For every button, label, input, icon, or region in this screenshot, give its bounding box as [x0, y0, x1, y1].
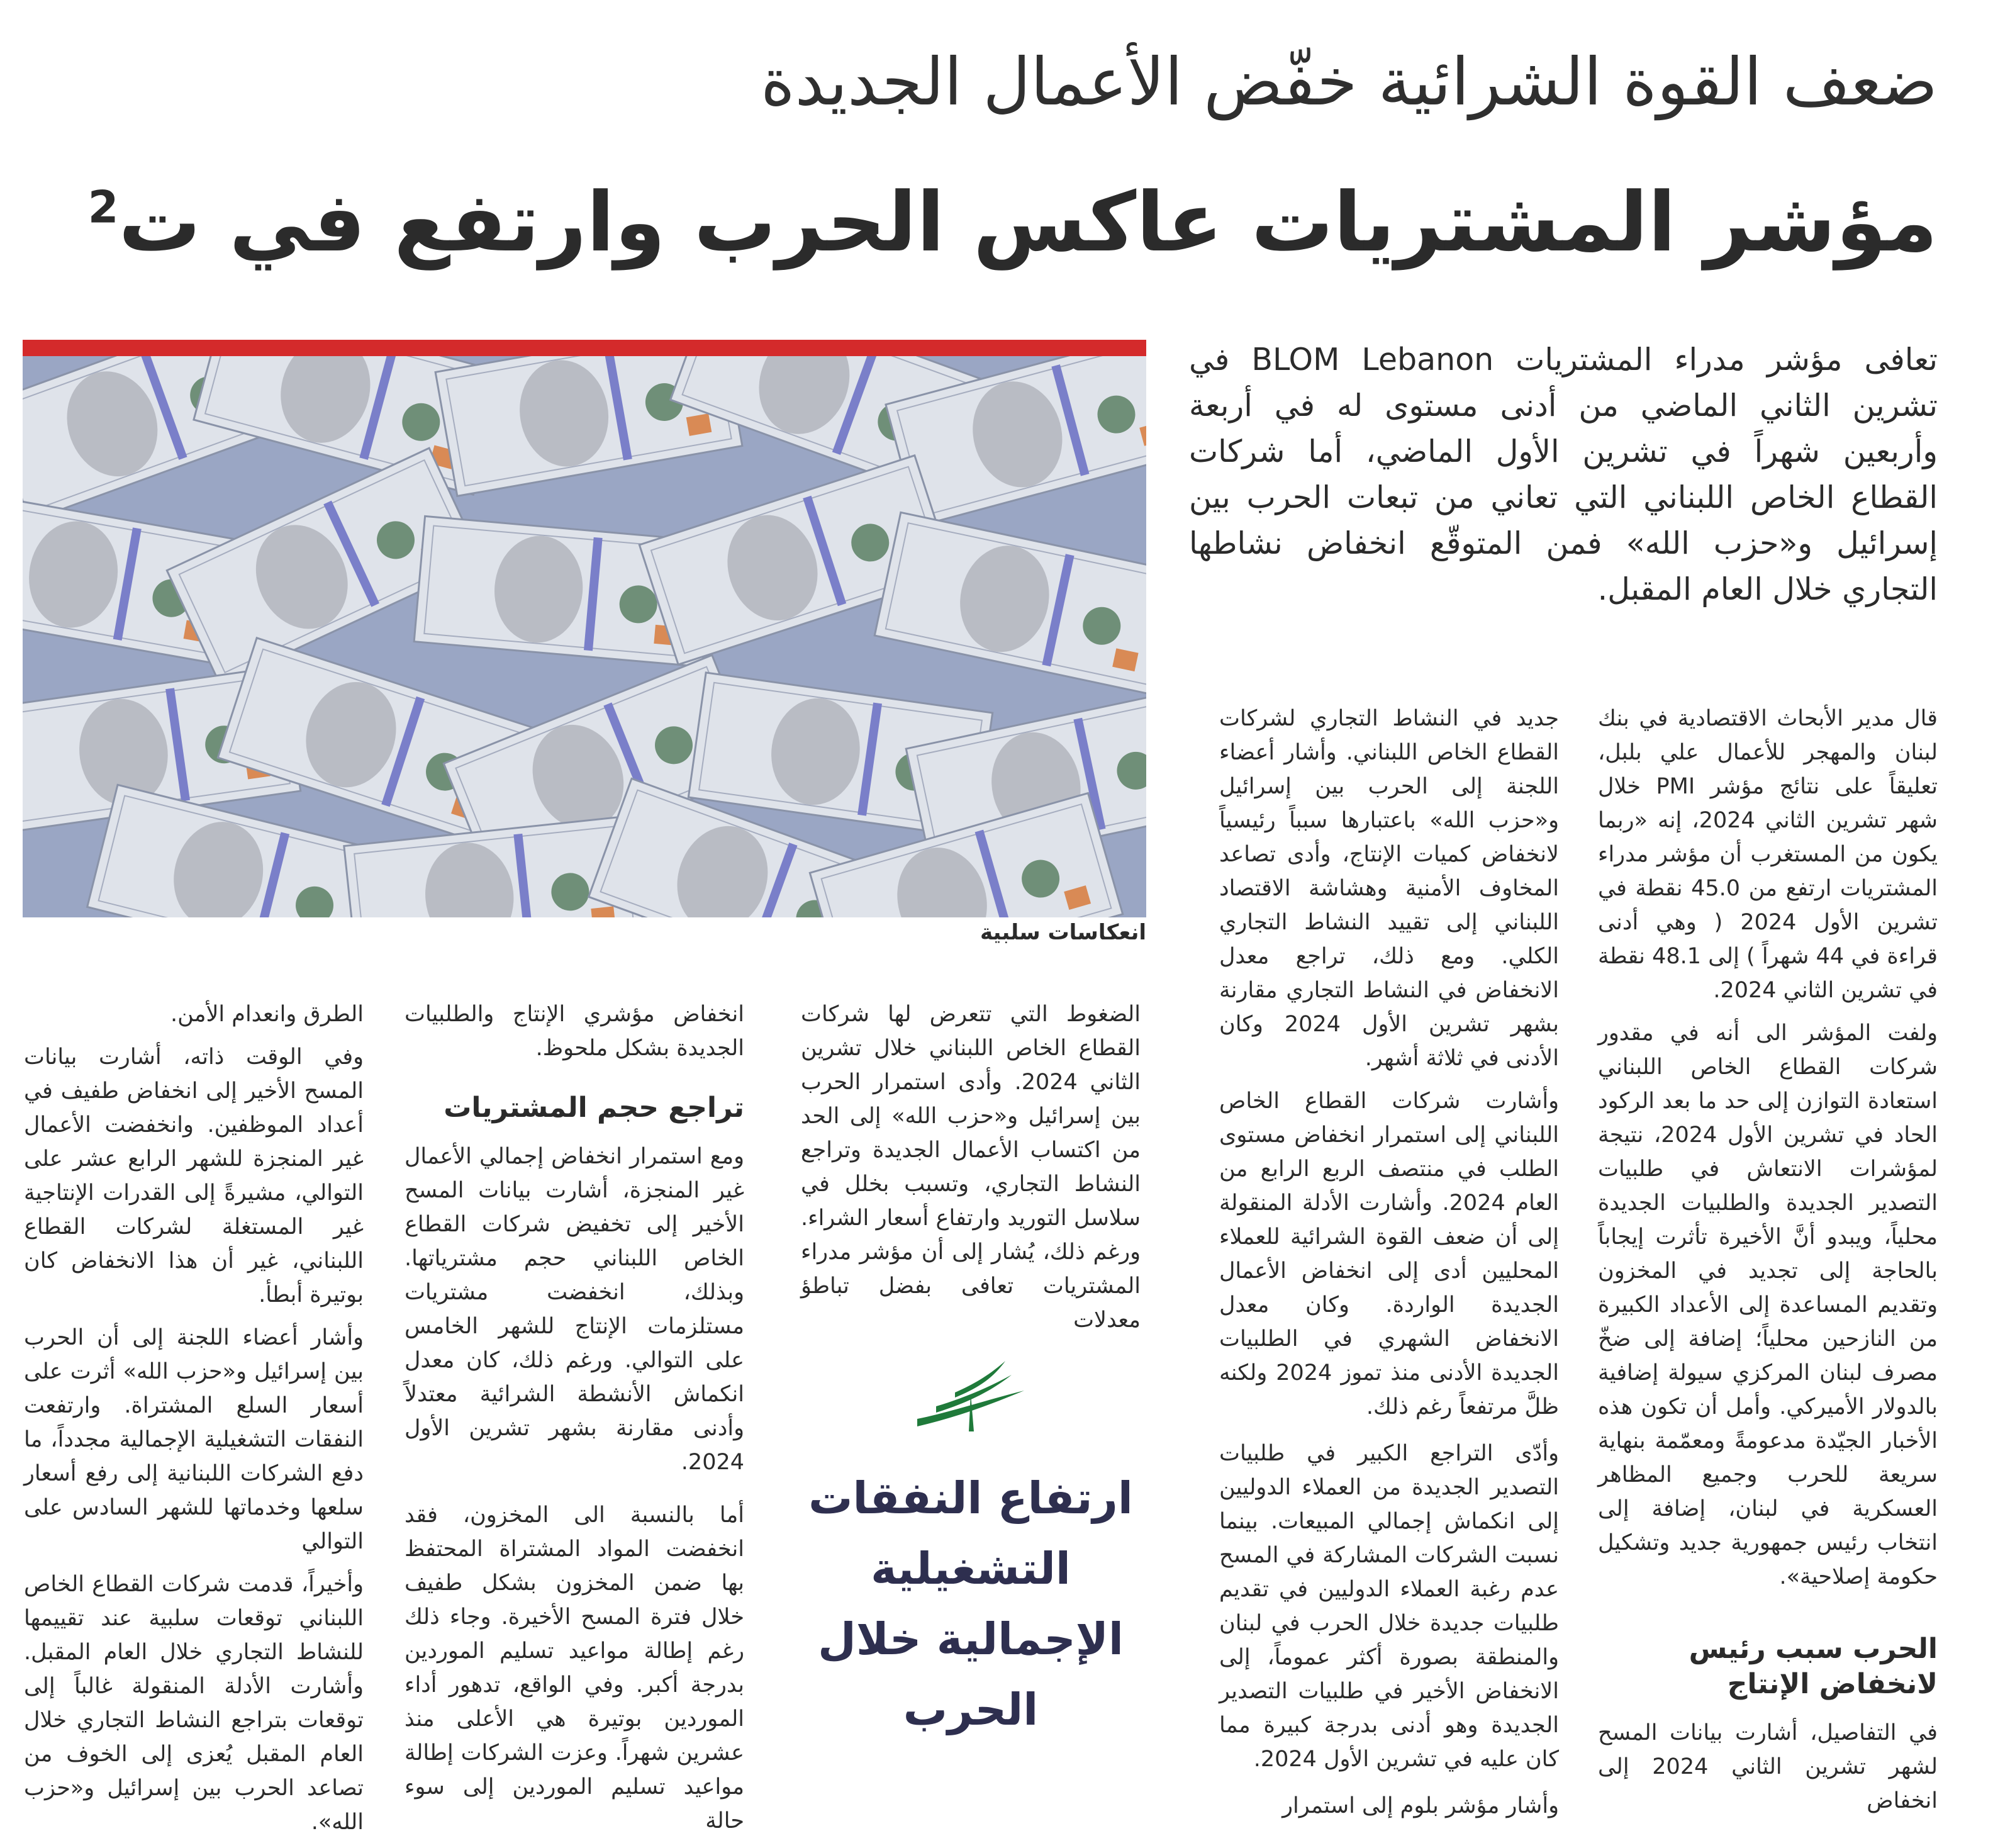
paragraph: وأشارت شركات القطاع الخاص اللبناني إلى استمرار انخفاض مستوى الطلب في منتصف الربع الرابع من العام 2024. وأشارت الأدلة المنقولة إلى أن ضعف القوة الشرائية للعملاء المحليين أدى إلى انخفاض الأعمال الجديدة الواردة. وكان معدل الانخفاض الشهري في الطلبيات الجديدة الأدنى منذ تموز 2024 ولكنه ظلَّ مرتفعاً رغم ذلك. — [1219, 1089, 1559, 1420]
cedar-logo-icon — [911, 1356, 1030, 1438]
article-photo — [23, 340, 1146, 917]
paragraph: جديد في النشاط التجاري لشركات القطاع الخاص اللبناني. وأشار أعضاء اللجنة إلى الحرب بين إسرائيل و«حزب الله» باعتبارها سبباً رئيسياً لانخفاض كميات الإنتاج، وأدى تصاعد المخاوف الأمنية وهشاشة الاقتصاد اللبناني إلى تقييد النشاط التجاري الكلي. ومع ذلك، تراجع معدل الانخفاض في النشاط التجاري مقارنة بشهر تشرين الأول 2024 وكان الأدنى في ثلاثة أشهر. — [1219, 706, 1559, 1071]
paragraph: وأشار أعضاء اللجنة إلى أن الحرب بين إسرائيل و«حزب الله» أثرت على أسعار السلع المشتراة. وارتفعت النفقات التشغيلية الإجمالية مجدداً، ما دفع الشركات اللبنانية إلى رفع أسعار سلعها وخدماتها للشهر السادس على التوالي — [24, 1325, 364, 1554]
article-column-3 — [801, 997, 1141, 1346]
main-headline-text: مؤشر المشتريات عاكس الحرب وارتفع في ت — [118, 174, 1938, 270]
subheading: تراجع حجم المشتريات — [444, 1092, 744, 1124]
kicker-headline: ضعف القوة الشرائية خفّض الأعمال الجديدة — [761, 43, 1938, 120]
article-column-1 — [1598, 702, 1938, 1827]
banknotes-image — [23, 340, 1146, 917]
paragraph: انخفاض مؤشري الإنتاج والطلبيات الجديدة بشكل ملحوظ. — [405, 1002, 744, 1061]
main-headline — [50, 169, 1938, 276]
pull-quote-text: ارتفاع النفقات التشغيلية الإجمالية خلال الحرب — [808, 1472, 1133, 1735]
paragraph: وأخيراً، قدمت شركات القطاع الخاص اللبناني توقعات سلبية عند تقييمها للنشاط التجاري خلال العام المقبل. وأشارت الأدلة المنقولة غالباً إلى توقعات بتراجع النشاط التجاري خلال العام المقبل يُعزى إلى الخوف من تصاعد الحرب بين إسرائيل و«حزب الله». — [24, 1572, 364, 1835]
pull-quote — [801, 1356, 1141, 1745]
paragraph: قال مدير الأبحاث الاقتصادية في بنك لبنان والمهجر للأعمال علي بلبل، تعليقاً على نتائج مؤشر PMI خلال شهر تشرين الثاني 2024، إنه «ربما يكون من المستغرب أن مؤشر مدراء المشتريات ارتفع من 45.0 نقطة في تشرين الأول 2024 ( وهي أدنى قراءة في 44 شهراً ) إلى 48.1 نقطة في تشرين الثاني 2024. — [1598, 706, 1938, 1003]
paragraph: ولفت المؤشر الى أنه في مقدور شركات القطاع الخاص اللبناني استعادة التوازن إلى حد ما بعد الركود الحاد في تشرين الأول 2024، نتيجة لمؤشرات الانتعاش في طلبيات التصدير الجديدة والطلبيات الجديدة محلياً، ويبدو أنَّ الأخيرة تأثرت إيجاباً بالحاجة إلى تجديد في المخزون وتقديم المساعدة إلى الأعداد الكبيرة من النازحين محلياً؛ إضافة إلى ضخّ مصرف لبنان المركزي سيولة إضافية بالدولار الأميركي. وأمل أن تكون هذه الأخبار الجيّدة مدعومةً ومعمّمة بنهاية سريعة للحرب وجميع المظاهر العسكرية في لبنان، إضافة إلى انتخاب رئيس جمهورية جديد وتشكيل حكومة إصلاحية». — [1598, 1021, 1938, 1589]
paragraph: وأدّى التراجع الكبير في طلبيات التصدير الجديدة من العملاء الدوليين إلى انكماش إجمالي المبيعات. بينما نسبت الشركات المشاركة في المسح عدم رغبة العملاء الدوليين في تقديم طلبيات جديدة خلال الحرب في لبنان والمنطقة بصورة أكثر عموماً، إلى الانخفاض الأخير في طلبيات التصدير الجديدة وهو أدنى بدرجة كبيرة مما كان عليه في تشرين الأول 2024. — [1219, 1441, 1559, 1772]
article-column-4 — [405, 997, 744, 1847]
lead-paragraph: تعافى مؤشر مدراء المشتريات BLOM Lebanon في تشرين الثاني الماضي من أدنى مستوى له في أربعة وأربعين شهراً في تشرين الأول الماضي، أما شركات القطاع الخاص اللبناني التي تعاني من تبعات الحرب بين إسرائيل و«حزب الله» فمن المتوقّع انخفاض نشاطها التجاري خلال العام المقبل. — [1189, 342, 1938, 607]
article-column-5 — [24, 997, 364, 1848]
paragraph: الضغوط التي تتعرض لها شركات القطاع الخاص اللبناني خلال تشرين الثاني 2024. وأدى استمرار الحرب بين إسرائيل و«حزب الله» إلى الحد من اكتساب الأعمال الجديدة وتراجع النشاط التجاري، وتسبب بخلل في سلاسل التوريد وارتفاع أسعار الشراء. ورغم ذلك، يُشار إلى أن مؤشر مدراء المشتريات تعافى بفضل تباطؤ معدلات — [801, 1002, 1141, 1333]
article-column-2 — [1219, 702, 1559, 1832]
subheading: الحرب سبب رئيس لانخفاض الإنتاج — [1689, 1633, 1938, 1700]
paragraph: ومع استمرار انخفاض إجمالي الأعمال غير المنجزة، أشارت بيانات المسح الأخير إلى تخفيض شركات القطاع الخاص اللبناني حجم مشترياتها. وبذلك، انخفضت مشتريات مستلزمات الإنتاج للشهر الخامس على التوالي. ورغم ذلك، كان معدل انكماش الأنشطة الشرائية معتدلاً وأدنى مقارنة بشهر تشرين الأول 2024. — [405, 1144, 744, 1475]
paragraph: وفي الوقت ذاته، أشارت بيانات المسح الأخير إلى انخفاض طفيف في أعداد الموظفين. وانخفضت الأعمال غير المنجزة للشهر الرابع عشر على التوالي، مشيرةً إلى القدرات الإنتاجية غير المستغلة لشركات القطاع اللبناني، غير أن هذا الانخفاض كان بوتيرة أبطأ. — [24, 1044, 364, 1308]
paragraph: أما بالنسبة الى المخزون، فقد انخفضت المواد المشتراة المحتفظ بها ضمن المخزون بشكل طفيف خلال فترة المسح الأخيرة. وجاء ذلك رغم إطالة مواعيد تسليم الموردين بدرجة أكبر. وفي الواقع، تدهور أداء الموردين بوتيرة هي الأعلى منذ عشرين شهراً. وعزت الشركات إطالة مواعيد تسليم الموردين إلى سوء حالة — [405, 1503, 744, 1834]
photo-caption: انعكاسات سلبية — [980, 920, 1146, 945]
paragraph: في التفاصيل، أشارت بيانات المسح لشهر تشرين الثاني 2024 إلى انخفاض — [1598, 1720, 1938, 1813]
red-accent-bar — [23, 340, 1146, 356]
paragraph: وأشار مؤشر بلوم إلى استمرار — [1282, 1793, 1559, 1818]
paragraph: الطرق وانعدام الأمن. — [170, 1002, 364, 1027]
main-headline-superscript: 2 — [87, 181, 119, 233]
